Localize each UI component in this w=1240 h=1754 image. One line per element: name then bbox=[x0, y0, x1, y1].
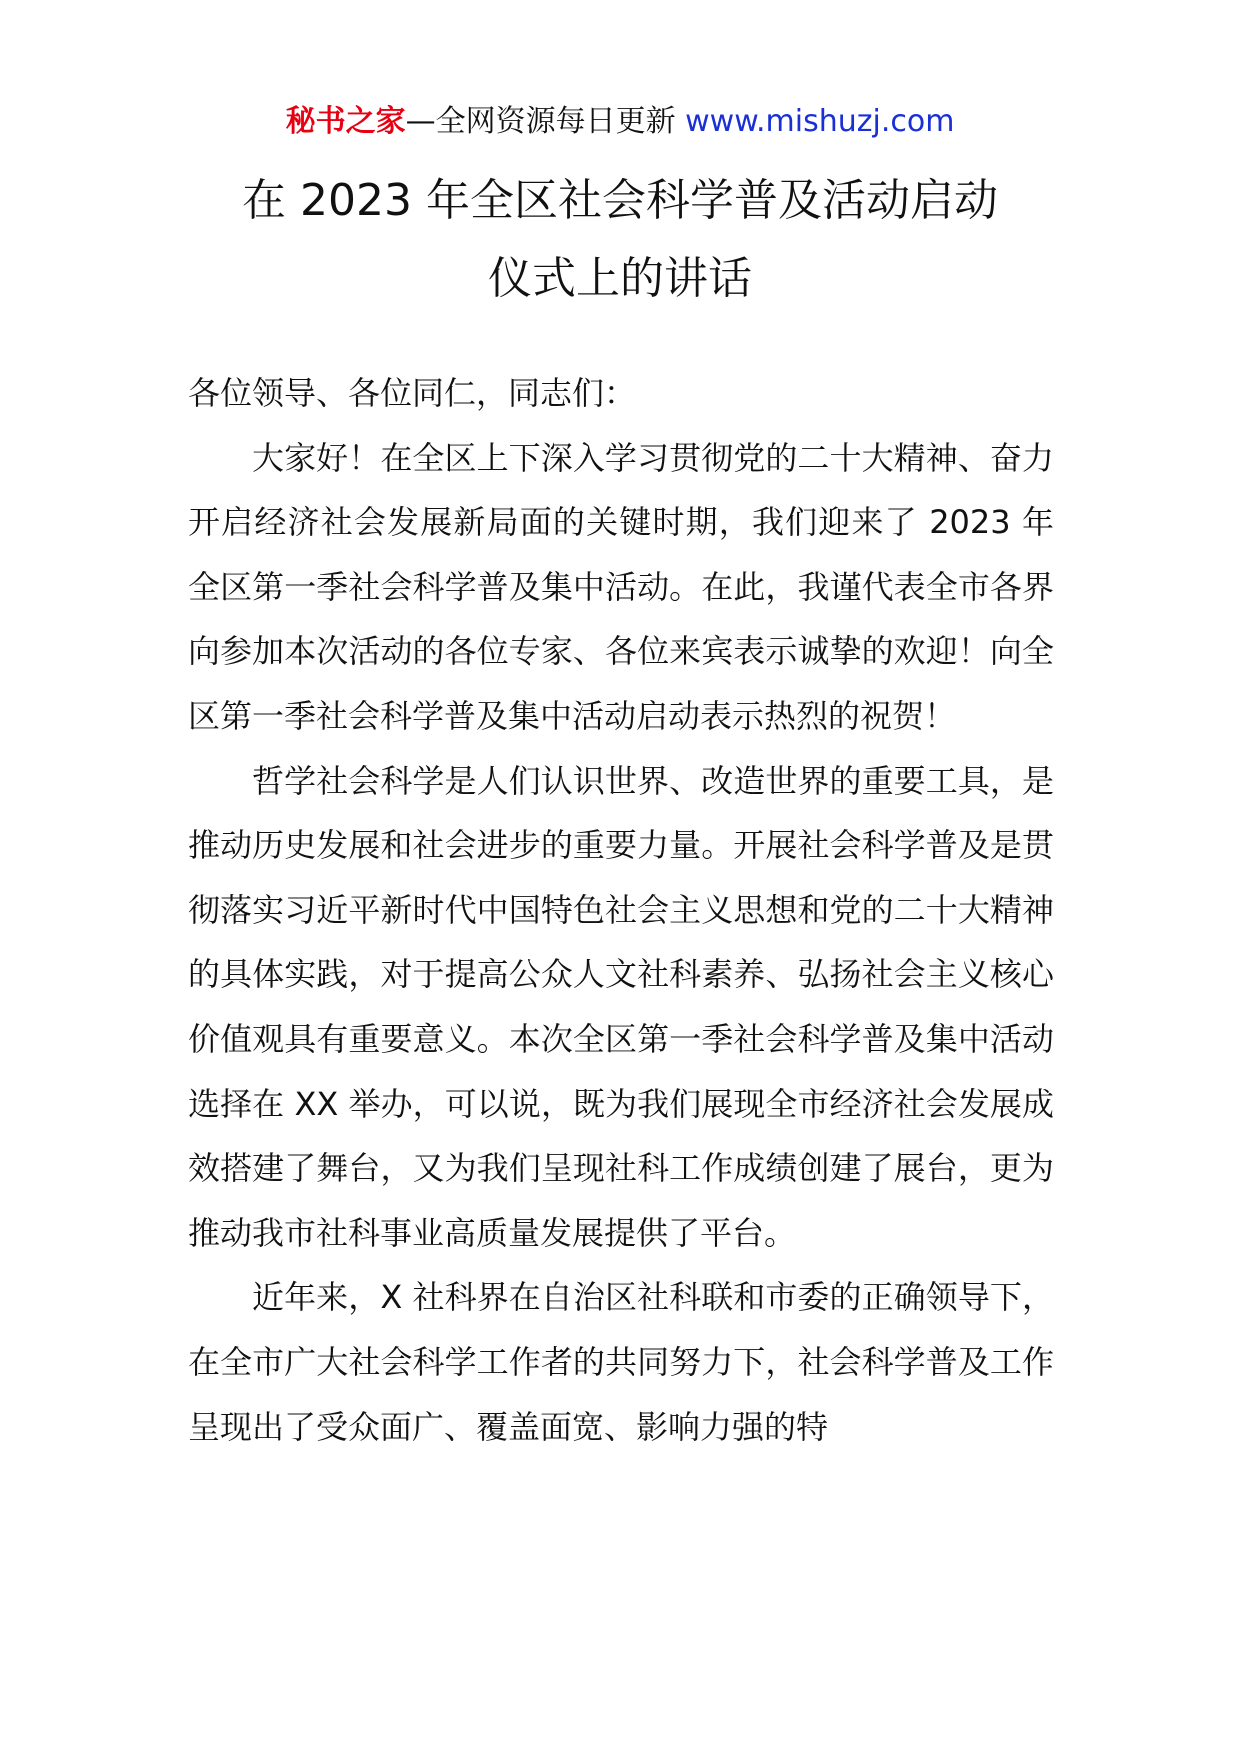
document-title bbox=[0, 162, 1240, 318]
salutation: 各位领导、各位同仁，同志们： bbox=[188, 374, 637, 412]
site-url-link[interactable]: www.mishuzj.com bbox=[685, 104, 955, 139]
paragraph-2: 哲学社会科学是人们认识世界、改造世界的重要工具，是推动历史发展和社会进步的重要力量。开展社会科学普及是贯彻落实习近平新时代中国特色社会主义思想和党的二十大精神的具体实践，对于提高公众人文社科素养、弘扬社会主义核心价值观具有重要意义。本次全区第一季社会科学普及集中活动选择在 XX 举办，可以说，既为我们展现全市经济社会发展成效搭建了舞台，又为我们呈现社科工作成绩创建了展台，更为推动我市社科事业高质量发展提供了平台。 bbox=[188, 761, 1054, 1252]
brand-name: 秘书之家 bbox=[285, 104, 406, 139]
header-slogan: —全网资源每日更新 bbox=[405, 104, 686, 139]
title-line-2: 仪式上的讲话 bbox=[488, 253, 752, 304]
document-body bbox=[188, 361, 1054, 1459]
site-header bbox=[0, 100, 1240, 144]
title-line-1: 在 2023 年全区社会科学普及活动启动 bbox=[242, 175, 998, 226]
paragraph-1: 大家好！在全区上下深入学习贯彻党的二十大精神、奋力开启经济社会发展新局面的关键时期，我们迎来了 2023 年全区第一季社会科学普及集中活动。在此，我谨代表全市各界向参加本次活动的各位专家、各位来宾表示诚挚的欢迎！向全区第一季社会科学普及集中活动启动表示热烈的祝贺！ bbox=[188, 438, 1054, 735]
paragraph-3: 近年来，X 社科界在自治区社科联和市委的正确领导下，在全市广大社会科学工作者的共同努力下，社会科学普及工作呈现出了受众面广、覆盖面宽、影响力强的特 bbox=[188, 1278, 1054, 1446]
